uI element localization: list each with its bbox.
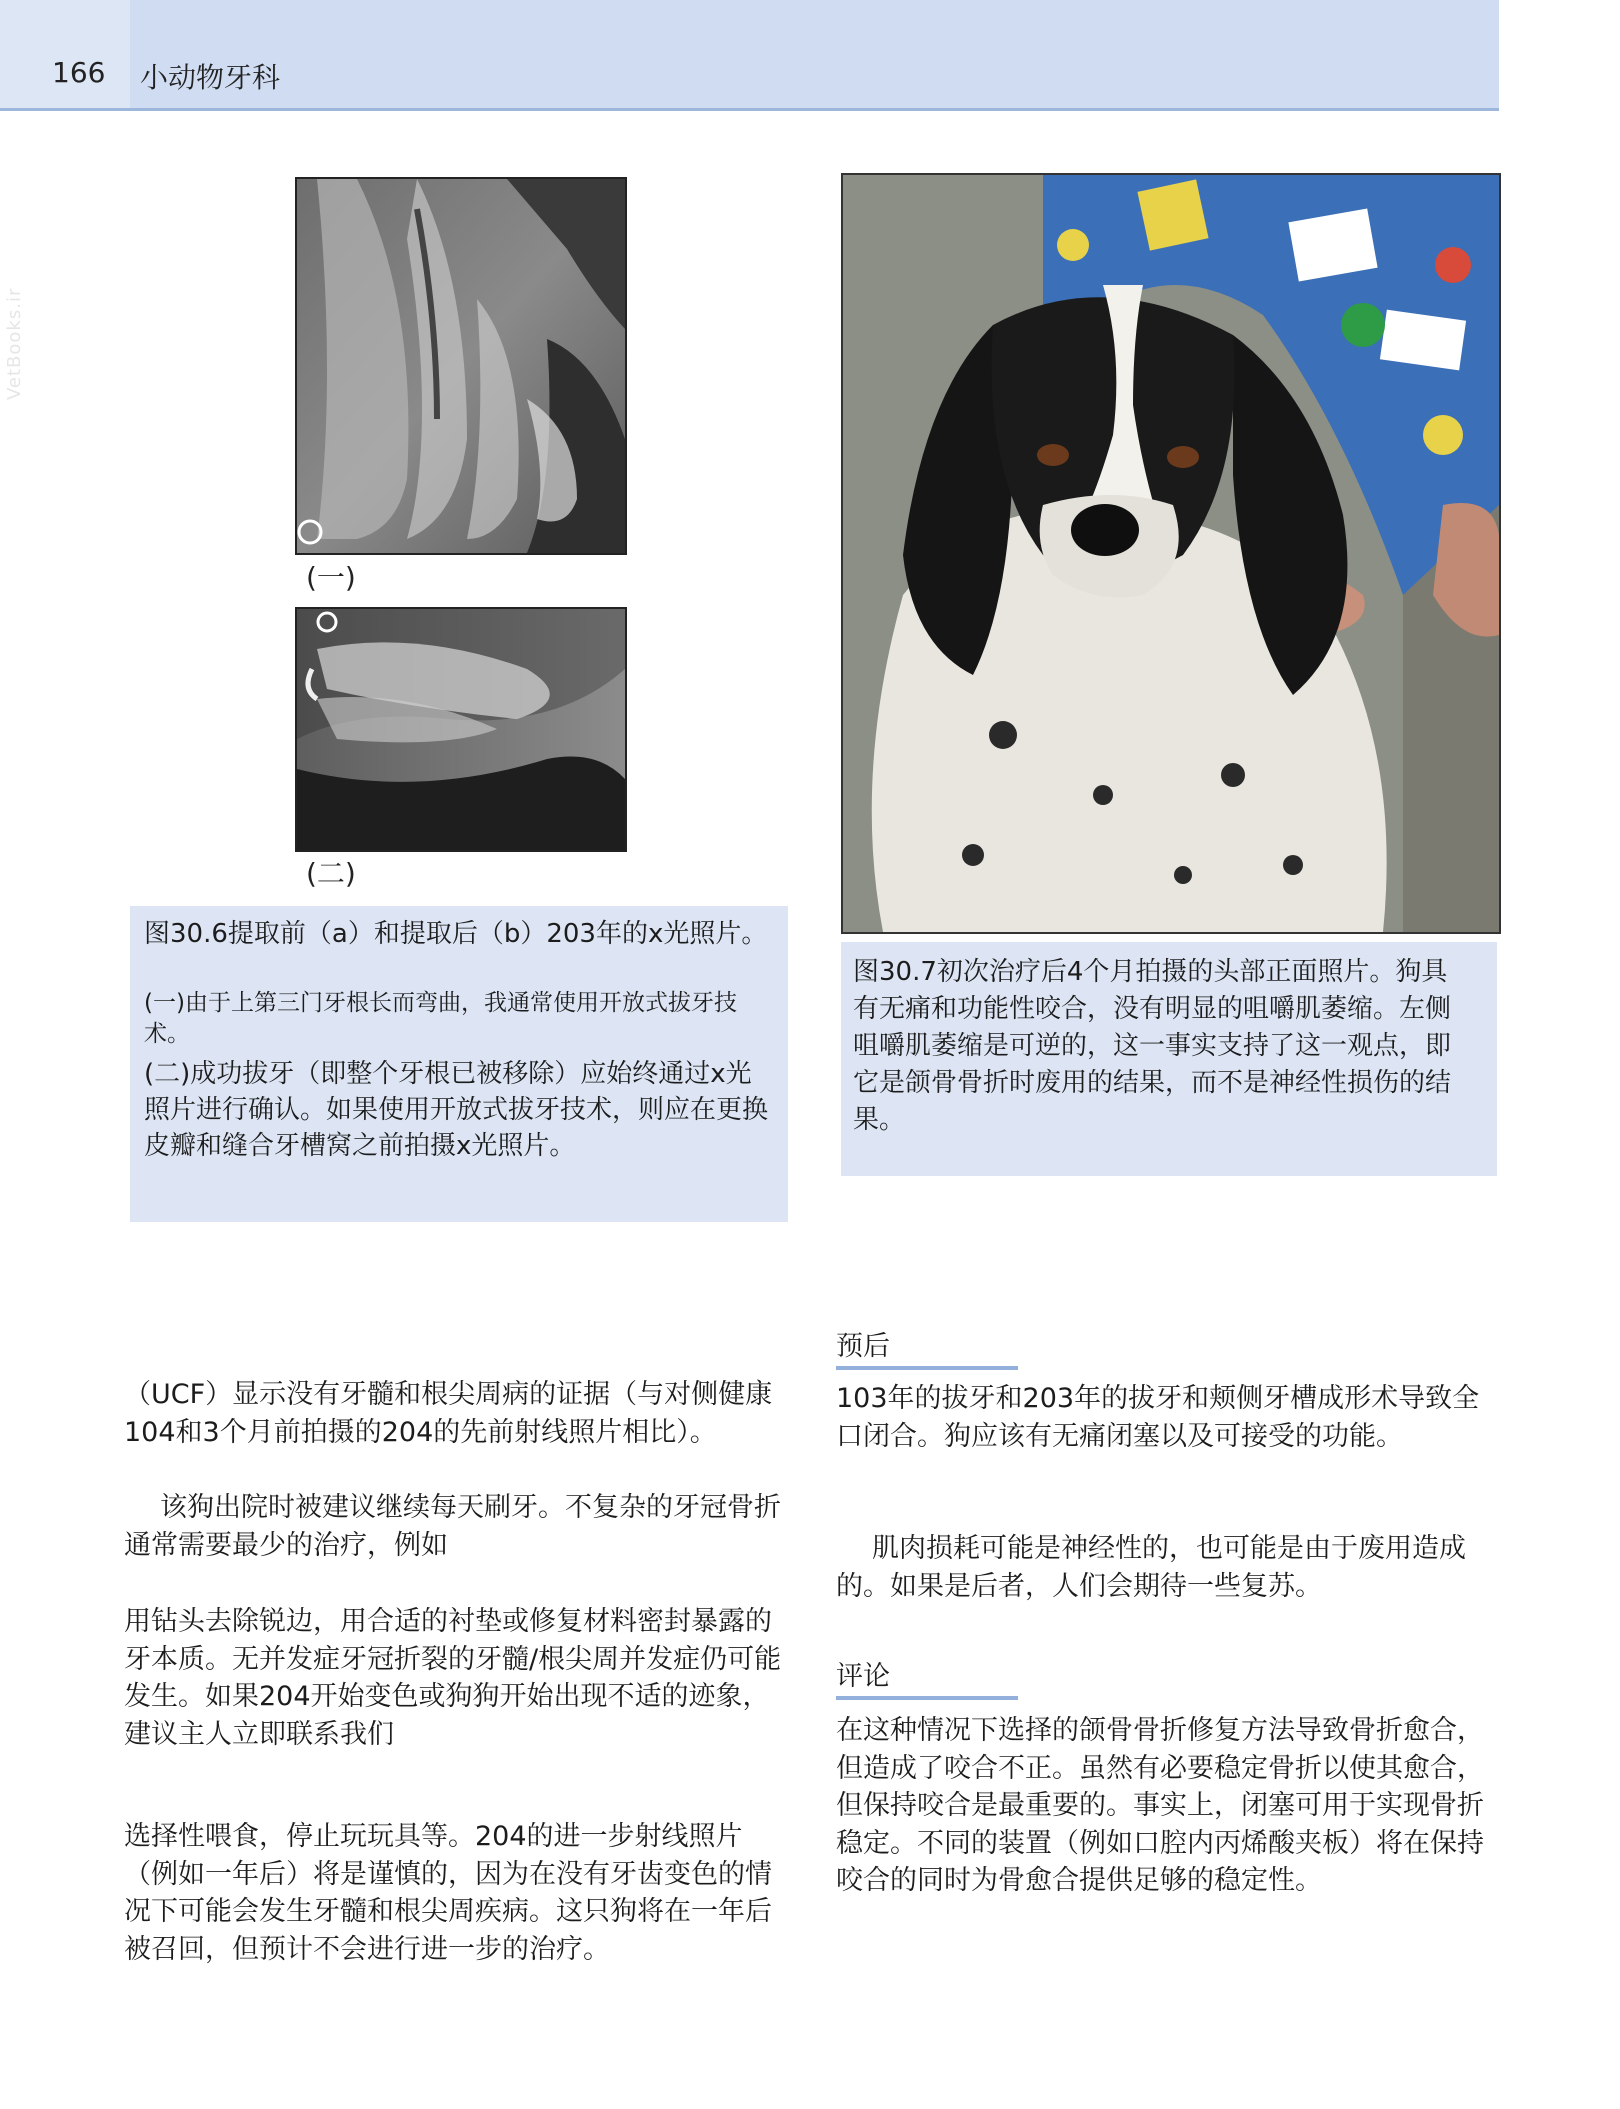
heading-underline: [836, 1366, 1018, 1370]
figure-30-7-caption: 图30.7初次治疗后4个月拍摄的头部正面照片。狗具有无痛和功能性咬合，没有明显的咀嚼肌萎缩。左侧咀嚼肌萎缩是可逆的，这一事实支持了这一观点，即它是颌骨骨折时废用的结果，而不是神经性损伤的结果。: [853, 957, 1452, 1135]
left-paragraph-3: 用钻头去除锐边，用合适的衬垫或修复材料密封暴露的牙本质。无并发症牙冠折裂的牙髓/根尖周并发症仍可能发生。如果204开始变色或狗狗开始出现不适的迹象，建议主人立即联系我们: [124, 1606, 782, 1750]
figure-sublabel-b: (二): [306, 857, 356, 890]
heading-underline: [836, 1696, 1018, 1700]
xray-image-after: [295, 607, 627, 852]
figure-30-6-caption-title: 图30.6提取前（a）和提取后（b）203年的x光照片。: [144, 919, 768, 949]
dog-photo: [841, 173, 1501, 934]
section-heading-prognosis: 预后: [836, 1331, 890, 1362]
figure-30-6-caption-box: [130, 906, 788, 1222]
right-paragraph-1: 103年的拔牙和203年的拔牙和颊侧牙槽成形术导致全口闭合。狗应该有无痛闭塞以及可接受的功能。: [836, 1383, 1480, 1452]
page-number: 166: [52, 56, 106, 89]
figure-30-6-caption-a: (一)由于上第三门牙根长而弯曲，我通常使用开放式拔牙技术。: [144, 990, 737, 1047]
left-paragraph-1: （UCF）显示没有牙髓和根尖周病的证据（与对侧健康104和3个月前拍摄的204的先前射线照片相比）。: [124, 1379, 773, 1448]
left-paragraph-4: 选择性喂食，停止玩玩具等。204的进一步射线照片（例如一年后）将是谨慎的，因为在没有牙齿变色的情况下可能会发生牙髓和根尖周疾病。这只狗将在一年后被召回，但预计不会进行进一步的治疗。: [124, 1821, 772, 1965]
figure-30-7-caption-box: [841, 942, 1497, 1176]
page-number-box: [0, 0, 130, 108]
left-paragraph-2: 该狗出院时被建议继续每天刷牙。不复杂的牙冠骨折通常需要最少的治疗，例如: [124, 1492, 781, 1561]
right-paragraph-2: 肌肉损耗可能是神经性的，也可能是由于废用造成的。如果是后者，人们会期待一些复苏。: [836, 1533, 1466, 1602]
watermark: VetBooks.ir: [4, 287, 25, 400]
section-heading-comment: 评论: [836, 1661, 890, 1692]
running-title: 小动物牙科: [140, 61, 281, 94]
right-paragraph-3: 在这种情况下选择的颌骨骨折修复方法导致骨折愈合，但造成了咬合不正。虽然有必要稳定骨折以使其愈合，但保持咬合是最重要的。事实上，闭塞可用于实现骨折稳定。不同的装置（例如口腔内丙烯酸夹板）将在保持咬合的同时为骨愈合提供足够的稳定性。: [836, 1715, 1484, 1896]
figure-sublabel-a: (一): [306, 561, 356, 594]
figure-30-6-caption-b: (二)成功拔牙（即整个牙根已被移除）应始终通过x光照片进行确认。如果使用开放式拔牙技术，则应在更换皮瓣和缝合牙槽窝之前拍摄x光照片。: [144, 1059, 769, 1161]
xray-image-before: [295, 177, 627, 555]
